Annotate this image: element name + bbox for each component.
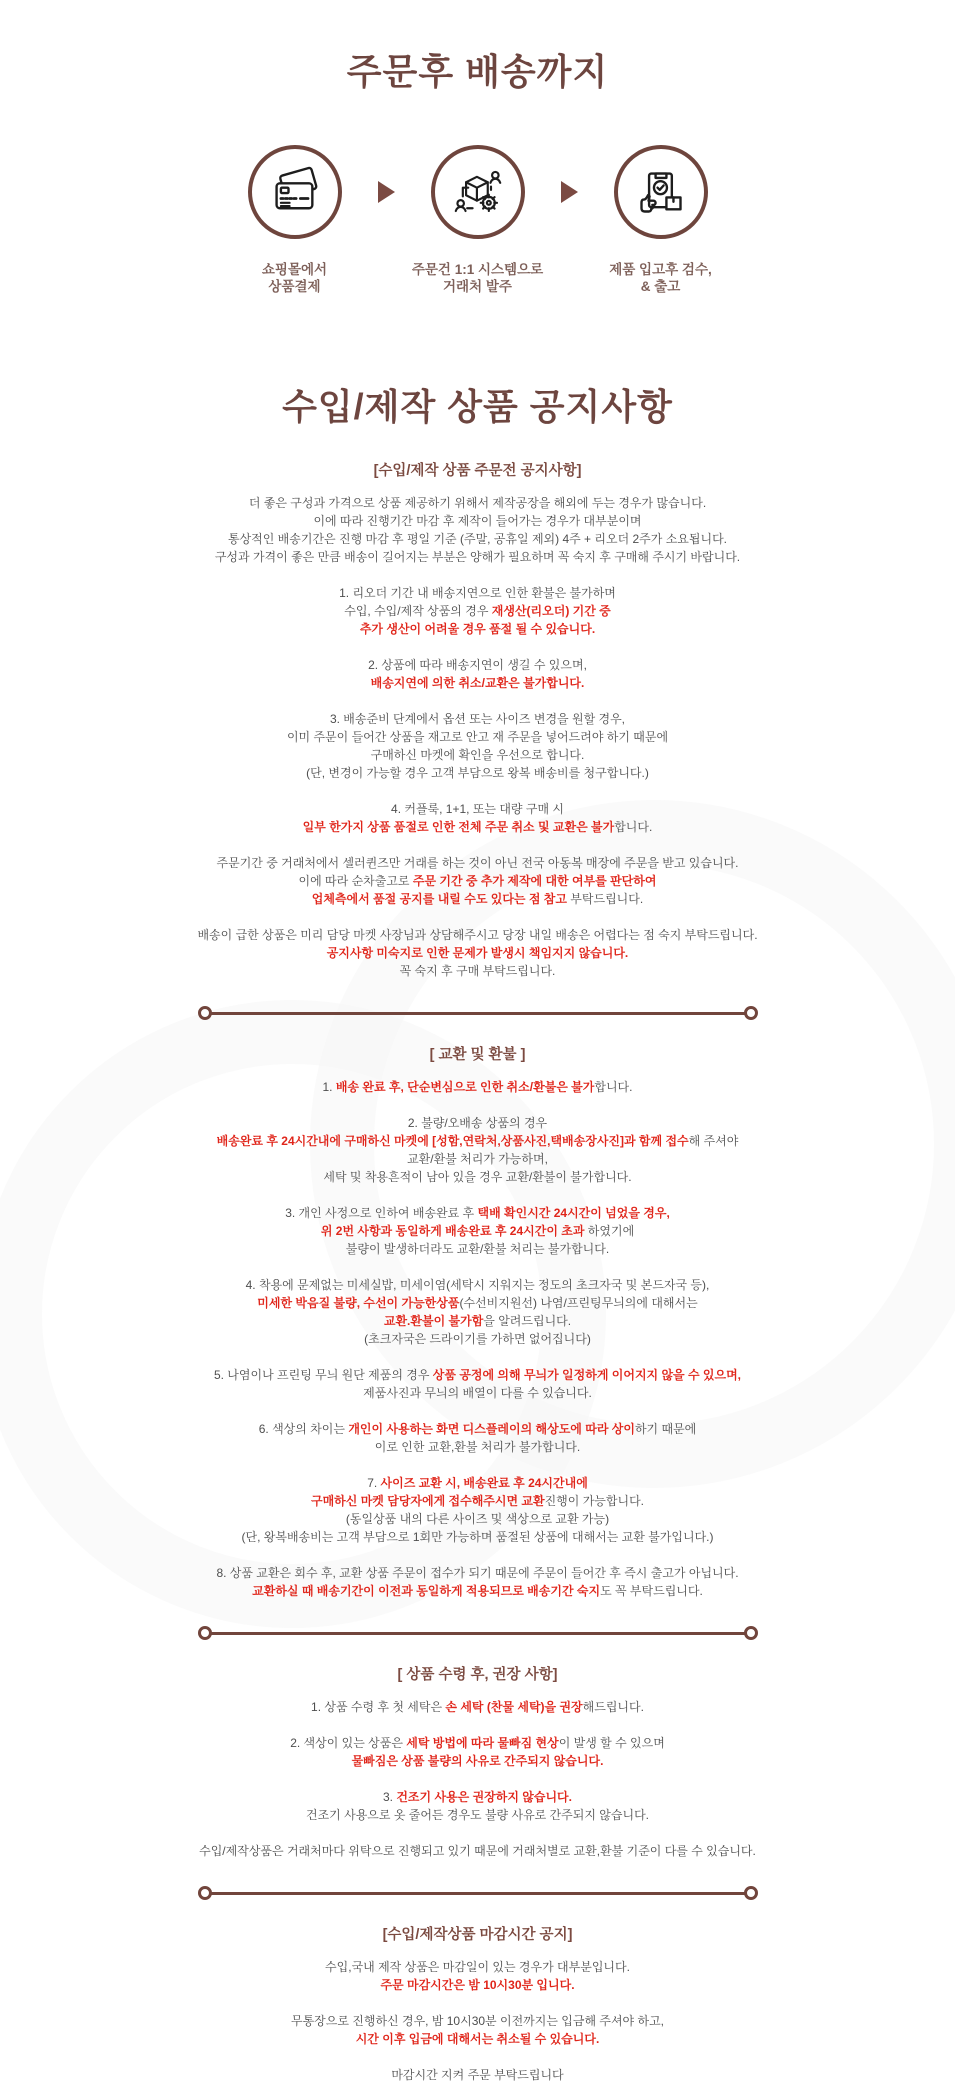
step-label-line: 주문건 1:1 시스템으로 xyxy=(395,261,561,278)
text-segment: [ 상품 수령 후, 권장 사항] xyxy=(398,1667,558,1683)
text-line xyxy=(128,1438,828,1456)
emphasis-text: 상품 공정에 의해 무늬가 일정하게 이어지지 않을 수 있으며, xyxy=(433,1368,741,1382)
text-segment: 무통장으로 진행하신 경우, 밤 10시30분 이전까지는 입금해 주셔야 하고, xyxy=(291,2014,664,2028)
text-segment: 꼭 숙지 후 구매 부탁드립니다. xyxy=(400,964,556,978)
notice-item-1 xyxy=(128,584,828,638)
text-line xyxy=(128,1276,828,1294)
exchange-item-2 xyxy=(128,1114,828,1186)
step-payment xyxy=(212,145,378,295)
order-process-steps xyxy=(128,145,828,295)
care-item-2 xyxy=(128,1734,828,1770)
text-line xyxy=(128,1240,828,1258)
notice-body xyxy=(128,462,828,2084)
text-line xyxy=(128,2066,828,2084)
text-line xyxy=(128,1734,828,1752)
notice-item-4 xyxy=(128,800,828,836)
text-segment: 하기 때문에 xyxy=(635,1422,696,1436)
text-line xyxy=(128,872,828,890)
step-label-line: 쇼핑몰에서 xyxy=(212,261,378,278)
text-segment: 8. 상품 교환은 회수 후, 교환 상품 주문이 접수가 되기 때문에 주문이 들어간 후 즉시 출고가 아닙니다. xyxy=(216,1566,738,1580)
text-line xyxy=(128,1976,828,1994)
order-system-icon xyxy=(431,145,525,239)
text-line xyxy=(128,548,828,566)
text-line xyxy=(128,1294,828,1312)
text-line xyxy=(128,800,828,818)
emphasis-text: 미세한 박음질 불량, 수선이 가능한상품 xyxy=(257,1296,459,1310)
emphasis-text: 재생산(리오더) 기간 중 xyxy=(492,604,611,618)
text-segment: 주문기간 중 거래처에서 셀러퀸즈만 거래를 하는 것이 아닌 전국 아동복 매장에 주문을 받고 있습니다. xyxy=(217,856,739,870)
text-line xyxy=(128,710,828,728)
text-segment: [수입/제작상품 마감시간 공지] xyxy=(383,1927,573,1943)
care-item-3 xyxy=(128,1788,828,1824)
text-segment: 합니다. xyxy=(614,820,652,834)
text-line xyxy=(128,944,828,962)
shipping-notice-page xyxy=(128,0,828,2030)
text-segment: 건조기 사용으로 옷 줄어든 경우도 불량 사유로 간주되지 않습니다. xyxy=(306,1808,649,1822)
text-line xyxy=(128,1168,828,1186)
text-segment: 2. 색상이 있는 상품은 xyxy=(290,1736,406,1750)
text-line xyxy=(128,602,828,620)
text-segment: 부탁드립니다. xyxy=(567,892,643,906)
text-line xyxy=(128,854,828,872)
step-order-system-label xyxy=(395,261,561,295)
text-line xyxy=(128,620,828,638)
credit-card-icon xyxy=(248,145,342,239)
text-line xyxy=(128,1150,828,1168)
text-segment: 4. 커플룩, 1+1, 또는 대량 구매 시 xyxy=(391,802,564,816)
text-line xyxy=(128,1842,828,1860)
text-segment: 진행이 가능합니다. xyxy=(545,1494,644,1508)
arrow-right-icon xyxy=(561,181,578,203)
notice-title xyxy=(128,379,828,430)
deadline-heading xyxy=(128,1926,828,1944)
divider-ring xyxy=(744,1626,758,1640)
text-segment: 배송이 급한 상품은 미리 담당 마켓 사장님과 상담해주시고 당장 내일 배송은 어렵다는 점 숙지 부탁드립니다. xyxy=(197,928,757,942)
emphasis-text: 배송지연에 의한 취소/교환은 불가합니다. xyxy=(371,676,585,690)
text-segment: [수입/제작 상품 주문전 공지사항] xyxy=(374,463,582,479)
text-segment: 2. 상품에 따라 배송지연이 생길 수 있으며, xyxy=(368,658,587,672)
text-segment: 3. xyxy=(383,1790,396,1804)
step-inspection xyxy=(578,145,744,295)
emphasis-text: 공지사항 미숙지로 인한 문제가 발생시 책임지지 않습니다. xyxy=(327,946,629,960)
text-line xyxy=(128,1582,828,1600)
emphasis-text: 물빠짐은 상품 불량의 사유로 간주되지 않습니다. xyxy=(352,1754,604,1768)
text-segment: 합니다. xyxy=(594,1080,632,1094)
text-line xyxy=(128,674,828,692)
text-segment: 3. 배송준비 단계에서 옵션 또는 사이즈 변경을 원할 경우, xyxy=(330,712,625,726)
text-segment: 이미 주문이 들어간 상품을 재고로 안고 재 주문을 넣어드려야 하기 때문에 xyxy=(287,730,668,744)
text-segment: 마감시간 지켜 주문 부탁드립니다 xyxy=(391,2068,563,2082)
step-payment-label xyxy=(212,261,378,295)
emphasis-text: 교환.환불이 불가함 xyxy=(384,1314,483,1328)
text-segment: (초크자국은 드라이기를 가하면 없어집니다) xyxy=(364,1332,591,1346)
step-order-system xyxy=(395,145,561,295)
emphasis-text: 배송 완료 후, 단순변심으로 인한 취소/환불은 불가 xyxy=(336,1080,595,1094)
text-line xyxy=(128,1474,828,1492)
text-line xyxy=(128,1114,828,1132)
text-segment: 1. 상품 수령 후 첫 세탁은 xyxy=(311,1700,445,1714)
emphasis-text: 개인이 사용하는 화면 디스플레이의 해상도에 따라 상이 xyxy=(348,1422,635,1436)
text-line xyxy=(128,1752,828,1770)
text-segment: 더 좋은 구성과 가격으로 상품 제공하기 위해서 제작공장을 해외에 두는 경우가 많습니다. xyxy=(249,496,706,510)
overseas-production-para xyxy=(128,494,828,566)
text-line xyxy=(128,1806,828,1824)
text-segment: (단, 변경이 가능할 경우 고객 부담으로 왕복 배송비를 청구합니다.) xyxy=(306,766,649,780)
text-line xyxy=(128,512,828,530)
text-line xyxy=(128,2012,828,2030)
deadline-para-3 xyxy=(128,2066,828,2084)
emphasis-text: 추가 생산이 어려울 경우 품절 될 수 있습니다. xyxy=(360,622,595,636)
text-line xyxy=(128,1330,828,1348)
notice-content xyxy=(128,0,828,2084)
notice-item-3 xyxy=(128,710,828,782)
text-line xyxy=(128,2030,828,2048)
care-item-1 xyxy=(128,1698,828,1716)
emphasis-text: 택배 확인시간 24시간이 넘었을 경우, xyxy=(478,1206,670,1220)
step-label-line: 거래처 발주 xyxy=(395,278,561,295)
text-line xyxy=(128,818,828,836)
text-line xyxy=(128,728,828,746)
divider-line xyxy=(211,1012,745,1015)
text-segment: 이에 따라 진행기간 마감 후 제작이 들어가는 경우가 대부분이며 xyxy=(313,514,641,528)
text-line xyxy=(128,1222,828,1240)
deadline-para-2 xyxy=(128,2012,828,2048)
emphasis-text: 위 2번 사항과 동일하게 배송완료 후 24시간이 초과 xyxy=(321,1224,585,1238)
text-segment: 불량이 발생하더라도 교환/환불 처리는 불가합니다. xyxy=(346,1242,609,1256)
divider-ring xyxy=(744,1006,758,1020)
text-segment: 이 발생 할 수 있으며 xyxy=(559,1736,665,1750)
text-segment: 4. 착용에 문제없는 미세실밥, 미세이염(세탁시 지워지는 정도의 초크자국 및 본드자국 등), xyxy=(246,1278,710,1292)
section-divider xyxy=(198,1886,758,1900)
section-divider xyxy=(198,1626,758,1640)
text-segment: 1. xyxy=(323,1080,336,1094)
text-line xyxy=(128,1528,828,1546)
exchange-item-6 xyxy=(128,1420,828,1456)
text-line xyxy=(128,962,828,980)
text-line xyxy=(128,746,828,764)
text-segment: 이에 따라 순차출고로 xyxy=(299,874,413,888)
text-line xyxy=(128,1420,828,1438)
exchange-refund-heading xyxy=(128,1046,828,1064)
text-segment: (동일상품 내의 다른 사이즈 및 색상으로 교환 가능) xyxy=(346,1512,609,1526)
text-line xyxy=(128,1926,828,1944)
emphasis-text: 주문 마감시간은 밤 10시30분 입니다. xyxy=(380,1978,574,1992)
text-segment: 하였기에 xyxy=(584,1224,634,1238)
text-segment: 수입/제작상품은 거래처마다 위탁으로 진행되고 있기 때문에 거래처별로 교환,환불 기준이 다를 수 있습니다. xyxy=(199,1844,756,1858)
text-segment: 1. 리오더 기간 내 배송지연으로 인한 환불은 불가하며 xyxy=(339,586,616,600)
notice-title-text: 수입/제작 상품 공지사항 xyxy=(270,379,685,430)
text-segment: 구성과 가격이 좋은 만큼 배송이 길어지는 부분은 양해가 필요하며 꼭 숙지 후 구매해 주시기 바랍니다. xyxy=(215,550,740,564)
text-line xyxy=(128,1510,828,1528)
exchange-item-4 xyxy=(128,1276,828,1348)
text-segment: 6. 색상의 차이는 xyxy=(259,1422,349,1436)
text-segment: 해드립니다. xyxy=(583,1700,644,1714)
text-line xyxy=(128,1958,828,1976)
step-inspection-label xyxy=(578,261,744,295)
notice-item-2 xyxy=(128,656,828,692)
deadline-para-1 xyxy=(128,1958,828,1994)
emphasis-text: 시간 이후 입금에 대해서는 취소될 수 있습니다. xyxy=(356,2032,600,2046)
page-title-text: 주문후 배송까지 xyxy=(335,44,620,95)
divider-line xyxy=(211,1632,745,1635)
inspection-shipping-icon xyxy=(614,145,708,239)
emphasis-text: 건조기 사용은 권장하지 않습니다. xyxy=(396,1790,572,1804)
text-line xyxy=(128,462,828,480)
emphasis-text: 배송완료 후 24시간내에 구매하신 마켓에 [성함,연락처,상품사진,택배송장사진]과 함께 접수 xyxy=(217,1134,689,1148)
step-label-line: & 출고 xyxy=(578,278,744,295)
text-segment: 도 꼭 부탁드립니다. xyxy=(600,1584,703,1598)
text-segment: 제품사진과 무늬의 배열이 다를 수 있습니다. xyxy=(363,1386,592,1400)
page-title xyxy=(128,0,828,95)
text-line xyxy=(128,1788,828,1806)
text-segment: 을 알려드립니다. xyxy=(483,1314,571,1328)
divider-ring xyxy=(198,1626,212,1640)
section-divider xyxy=(198,1006,758,1020)
text-segment: 해 주셔야 xyxy=(689,1134,739,1148)
exchange-item-1 xyxy=(128,1078,828,1096)
exchange-item-3 xyxy=(128,1204,828,1258)
urgent-shipping-para xyxy=(128,926,828,980)
step-label-line: 상품결제 xyxy=(212,278,378,295)
emphasis-text: 손 세탁 (찬물 세탁)을 권장 xyxy=(445,1700,582,1714)
pre-order-notice-heading xyxy=(128,462,828,480)
after-receipt-heading xyxy=(128,1666,828,1684)
text-line xyxy=(128,764,828,782)
text-line xyxy=(128,926,828,944)
text-segment: (수선비지원선) 나염/프린팅무늬의에 대해서는 xyxy=(459,1296,697,1310)
text-segment: 7. xyxy=(367,1476,380,1490)
consignment-para xyxy=(128,1842,828,1860)
divider-ring xyxy=(198,1006,212,1020)
exchange-item-5 xyxy=(128,1366,828,1402)
text-line xyxy=(128,1204,828,1222)
emphasis-text: 사이즈 교환 시, 배송완료 후 24시간내에 xyxy=(381,1476,588,1490)
text-line xyxy=(128,1132,828,1150)
text-line xyxy=(128,1312,828,1330)
emphasis-text: 일부 한가지 상품 품절로 인한 전체 주문 취소 및 교환은 불가 xyxy=(303,820,615,834)
divider-line xyxy=(211,1892,745,1895)
text-line xyxy=(128,1078,828,1096)
sellerqueens-para xyxy=(128,854,828,908)
text-line xyxy=(128,890,828,908)
text-line xyxy=(128,1366,828,1384)
text-segment: 3. 개인 사정으로 인하여 배송완료 후 xyxy=(285,1206,477,1220)
text-segment: [ 교환 및 환불 ] xyxy=(430,1047,526,1063)
text-segment: 구매하신 마켓에 확인을 우선으로 합니다. xyxy=(371,748,585,762)
text-segment: (단, 왕복배송비는 고객 부담으로 1회만 가능하며 품절된 상품에 대해서는 교환 불가입니다.) xyxy=(242,1530,714,1544)
exchange-item-8 xyxy=(128,1564,828,1600)
text-line xyxy=(128,1698,828,1716)
exchange-item-7 xyxy=(128,1474,828,1546)
text-line xyxy=(128,1492,828,1510)
text-segment: 2. 불량/오배송 상품의 경우 xyxy=(408,1116,547,1130)
divider-ring xyxy=(198,1886,212,1900)
text-segment: 수입, 수입/제작 상품의 경우 xyxy=(344,604,492,618)
divider-ring xyxy=(744,1886,758,1900)
text-line xyxy=(128,1666,828,1684)
arrow-right-icon xyxy=(378,181,395,203)
step-label-line: 제품 입고후 검수, xyxy=(578,261,744,278)
text-line xyxy=(128,656,828,674)
text-line xyxy=(128,494,828,512)
text-line xyxy=(128,584,828,602)
text-segment: 교환/환불 처리가 가능하며, xyxy=(407,1152,548,1166)
emphasis-text: 구매하신 마켓 담당자에게 접수해주시면 교환 xyxy=(311,1494,545,1508)
emphasis-text: 세탁 방법에 따라 물빠짐 현상 xyxy=(406,1736,558,1750)
text-segment: 세탁 및 착용흔적이 남아 있을 경우 교환/환불이 불가합니다. xyxy=(323,1170,631,1184)
text-line xyxy=(128,1564,828,1582)
text-segment: 이로 인한 교환,환불 처리가 불가합니다. xyxy=(375,1440,580,1454)
emphasis-text: 교환하실 때 배송기간이 이전과 동일하게 적용되므로 배송기간 숙지 xyxy=(252,1584,600,1598)
emphasis-text: 주문 기간 중 추가 제작에 대한 여부를 판단하여 xyxy=(413,874,657,888)
text-line xyxy=(128,530,828,548)
text-line xyxy=(128,1384,828,1402)
text-line xyxy=(128,1046,828,1064)
text-segment: 통상적인 배송기간은 진행 마감 후 평일 기준 (주말, 공휴일 제외) 4주 + 리오더 2주가 소요됩니다. xyxy=(228,532,727,546)
text-segment: 5. 나염이나 프린팅 무늬 원단 제품의 경우 xyxy=(214,1368,433,1382)
emphasis-text: 업체측에서 품절 공지를 내릴 수도 있다는 점 참고 xyxy=(312,892,567,906)
text-segment: 수입,국내 제작 상품은 마감일이 있는 경우가 대부분입니다. xyxy=(325,1960,630,1974)
